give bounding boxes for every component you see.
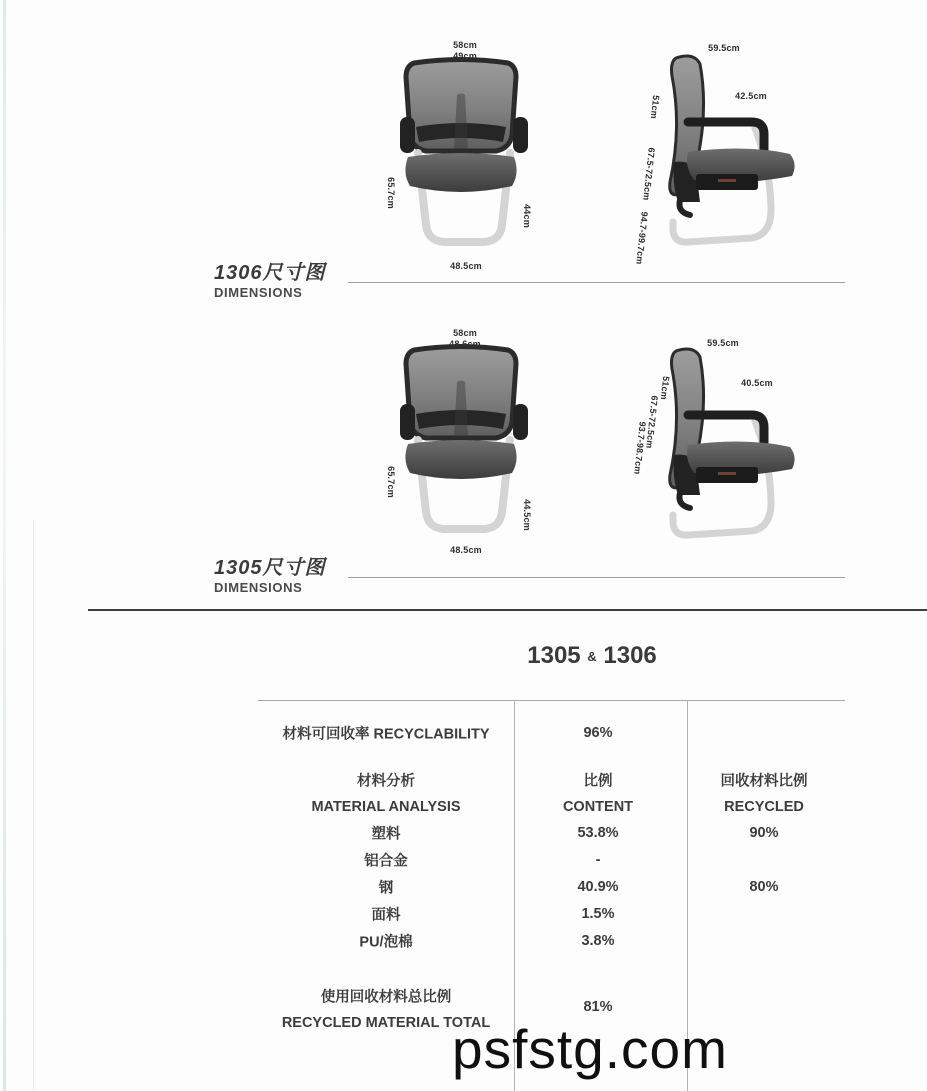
header-material-en: MATERIAL ANALYSIS: [311, 799, 461, 815]
material-row-name: 钢: [378, 880, 394, 897]
spec-table-title: [527, 642, 657, 670]
dim-1305-front-back-height: 65.7cm: [386, 466, 396, 498]
section-title-1306: 1306尺寸图: [214, 262, 326, 284]
scan-edge-artifact: [3, 0, 6, 1091]
material-row-content: 1.5%: [581, 906, 615, 922]
section-subtitle-1306: DIMENSIONS: [214, 285, 303, 300]
recyclability-label: 材料可回收率 RECYCLABILITY: [282, 726, 490, 743]
header-recycled-en: RECYCLED: [724, 799, 804, 815]
material-row-name: 塑料: [371, 826, 401, 843]
header-content-en: CONTENT: [562, 799, 634, 815]
dim-1305-side-total-height: 93.7-98.7cm: [632, 420, 648, 476]
dim-1306-side-total-height: 94.7-99.7cm: [634, 210, 650, 266]
dim-1306-front-top-width: 58cm: [453, 40, 477, 50]
section-title-1305: 1305尺寸图: [214, 557, 326, 579]
spec-table-title-ampersand: &: [587, 649, 597, 664]
spec-table-title-right: 1306: [603, 642, 657, 669]
material-row-content: 53.8%: [577, 825, 619, 841]
material-row-recycled: 90%: [749, 825, 779, 841]
total-value: 81%: [583, 999, 613, 1015]
chair-1305-side-view-image: [660, 345, 805, 545]
dim-1305-side-back-length: 51cm: [658, 375, 672, 401]
dim-1306-front-seat-height: 44cm: [522, 204, 532, 228]
header-recycled-zh: 回收材料比例: [720, 773, 808, 790]
scan-edge-artifact-2: [33, 520, 34, 1091]
material-row-content: 40.9%: [577, 879, 619, 895]
header-material-zh: 材料分析: [357, 773, 415, 790]
dim-1306-front-back-width: 49cm: [453, 51, 477, 61]
dim-1306-side-arm-height: 67.5-72.5cm: [641, 146, 657, 202]
dim-1305-side-total-depth: 59.5cm: [707, 338, 739, 348]
total-label-en: RECYCLED MATERIAL TOTAL: [281, 1015, 491, 1031]
page-divider-rule: [88, 609, 927, 611]
dim-1305-side-seat-depth: 40.5cm: [741, 378, 773, 388]
watermark-text: psfstg.com: [452, 1018, 728, 1080]
dim-1305-side-arm-height: 67.5-72.5cm: [644, 394, 660, 450]
section-subtitle-1305: DIMENSIONS: [214, 580, 303, 595]
section-rule-1305: [348, 577, 845, 578]
recyclability-value: 96%: [583, 725, 613, 741]
material-row-content: 3.8%: [581, 933, 615, 949]
material-row-recycled: 80%: [749, 879, 779, 895]
section-rule-1306: [348, 282, 845, 283]
dim-1306-side-total-depth: 59.5cm: [708, 43, 740, 53]
header-content-zh: 比例: [583, 773, 613, 790]
material-row-name: PU/泡棉: [359, 934, 413, 951]
spec-table-title-left: 1305: [527, 642, 581, 669]
dim-1305-front-top-width: 58cm: [453, 328, 477, 338]
chair-1305-front-view-image: [398, 342, 530, 542]
chair-1306-side-view-image: [660, 52, 805, 252]
dim-1305-front-base-width: 48.5cm: [450, 545, 482, 555]
material-row-name: 铝合金: [364, 853, 408, 870]
table-top-border: [258, 700, 845, 701]
dim-1305-front-back-width: 48.6cm: [449, 339, 481, 349]
dim-1306-side-back-length: 51cm: [648, 94, 662, 120]
total-label-zh: 使用回收材料总比例: [320, 989, 452, 1006]
dim-1306-front-base-width: 48.5cm: [450, 261, 482, 271]
material-row-name: 面料: [371, 907, 401, 924]
material-row-content: -: [595, 852, 601, 868]
dim-1306-side-seat-depth: 42.5cm: [735, 91, 767, 101]
chair-1306-front-view-image: [398, 55, 530, 255]
dim-1305-front-seat-height: 44.5cm: [522, 499, 532, 531]
dim-1306-front-back-height: 65.7cm: [386, 177, 396, 209]
